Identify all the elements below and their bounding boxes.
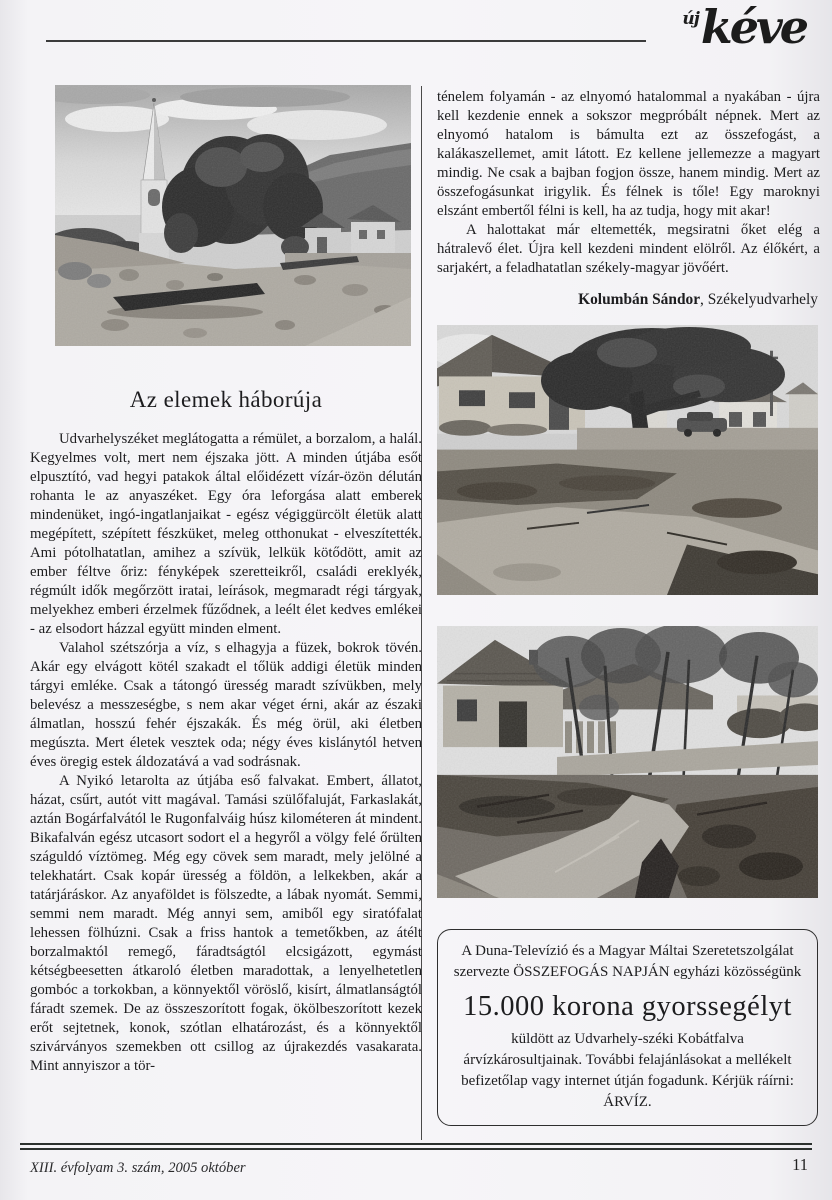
notice-details: küldött az Udvarhely-széki Kobátfalva árvízkárosultjainak. További felajánlásokat a mellékelt befizetőlap vagy internet útján fogadunk. Kérjük ráírni: ÁRVÍZ. [461,1031,794,1110]
notice-headline: 15.000 korona gyorssegélyt [463,991,792,1022]
masthead-rule [46,40,646,42]
logo-prefix: új [682,9,699,29]
donation-notice-box [437,929,818,1126]
right-column [437,88,820,1126]
flood-photo-village-church [55,85,411,346]
footer-double-rule [20,1143,812,1150]
left-column [30,85,422,1076]
article-title: Az elemek háborúja [129,387,323,412]
flood-photo-muddy-stream [437,626,818,898]
footer-page-number: 11 [792,1155,808,1174]
article-body-right [437,88,820,278]
byline-location: , Székelyudvarhely [700,291,818,308]
article-paragraph: Udvarhelyszéket meglátogatta a rémület, a borzalom, a halál. Kegyelmes volt, mert nem éjszaka jött. A minden útjába esőt elpusztító, vad hegyi patakok által előidézett vízár-özön délután rohanta le az anyaszéket. Egy óra leforgása alatt emberek mindenüket, ingó-ingatlanjaikat - egész végiggürcölt életük alatt megépített, szépített fészküket, meleg otthonukat - elveszítették. Ami pótolhatatlan, amihez a szívük, lelkük kötődött, amit az ember féltve őriz: fényképek szeretteikről, családi ereklyék, régmúlt idők megőrzött iratai, leírások, megmaradt régi tárgyak, melyekhez emberi érzelmek fűződnek, a leélt élet kedves emlékei - az elsodort házzal együtt minden elment. [30,431,422,637]
flood-photo-old-tree [437,325,818,595]
article-body-left [30,430,422,1076]
notice-intro: A Duna-Televízió és a Magyar Máltai Szeretetszolgálat szervezte ÖSSZEFOGÁS NAPJÁN egyházi közösségünk [453,943,802,980]
byline [437,291,818,309]
logo-main: kéve [700,0,806,54]
byline-author: Kolumbán Sándor [578,291,701,308]
article-paragraph: A Nyikó letarolta az útjába eső falvakat. Embert, állatot, házat, csűrt, autót vitt magával. Tamási szülőfaluját, Farkaslakát, aztán Bogárfalvától le Rugonfalváig húsz kilométeren át mindent. Bikafalván egész utcasort sodort el a hegyről a völgy felé őrülten száguldó víztömeg. Még egy cövek sem maradt, mely jelölné a telekhatárt. Csak kopár üresség a földön, a lelkekben, akár a tatárjáráskor. Az anyaföldet is fölszedte, a lábak nyomát. Semmi, semmi nem maradt. Még annyi sem, amiből egy siratófalat lehessen fölhúzni. Csak a friss hantok a temetőkben, az átélt borzalmaktól remegő, fáradtságtól elcsigázott, egymást kétségbeesetten átkaroló életben maradottak, a lenyelhetetlen gombóc a torkokban, a könnyektől vöröslő, kisírt, álmatlanságtól fáradt szemek. De az összeszorított fogak, ökölbeszorított kezek erőt sejtetnek, konok, szótlan elhatározást, és a könnyektől szivárványos szemekben ott csillog az újrakezdés vasakarata. Mint annyiszor a tör- [30,773,422,1074]
article-paragraph: A halottakat már eltemették, megsiratni őket elég a hátralevő élet. Újra kell kezdeni mindent elölről. Az élőkért, a sarjakért, a feladhatatlan székely-magyar jövőért. [437,222,820,276]
footer-issue-info: XIII. évfolyam 3. szám, 2005 október [30,1160,246,1176]
publication-logo [682,0,806,54]
article-paragraph-continuation: ténelem folyamán - az elnyomó hatalommal a nyakában - újra kell kezdenie ennek a sokszor megpróbált népnek. Mert az elnyomó hatalom is bámulta ezt az összefogást, a kalákaszellemet, amit látott. Ez kellene jellemezze a magyart mindig. Ne csak a bajban fogjon össze, hanem mindig. Mert az összefogásunkat irigylik. És félnek is tőle! Egy maroknyi elszánt embertől félni is kell, ha az tudja, hogy mit akar! [437,89,820,219]
article-paragraph: Valahol szétszórja a víz, s elhagyja a füzek, bokrok tövén. Akár egy elvágott kötél szakadt el tőlük addigi életük minden tárgyi emléke. Csak a tátongó üresség maradt szívükben, mely belevész a messzeségbe, s nem akar véget érni, akár az északi álmatlan, hosszú fehér éjszakák. És még örül, aki életben megúszta. Mert életek vesztek oda; négy éves kislánytól hetven éves öregig estek áldozatává a vad sodrásnak. [30,640,422,770]
